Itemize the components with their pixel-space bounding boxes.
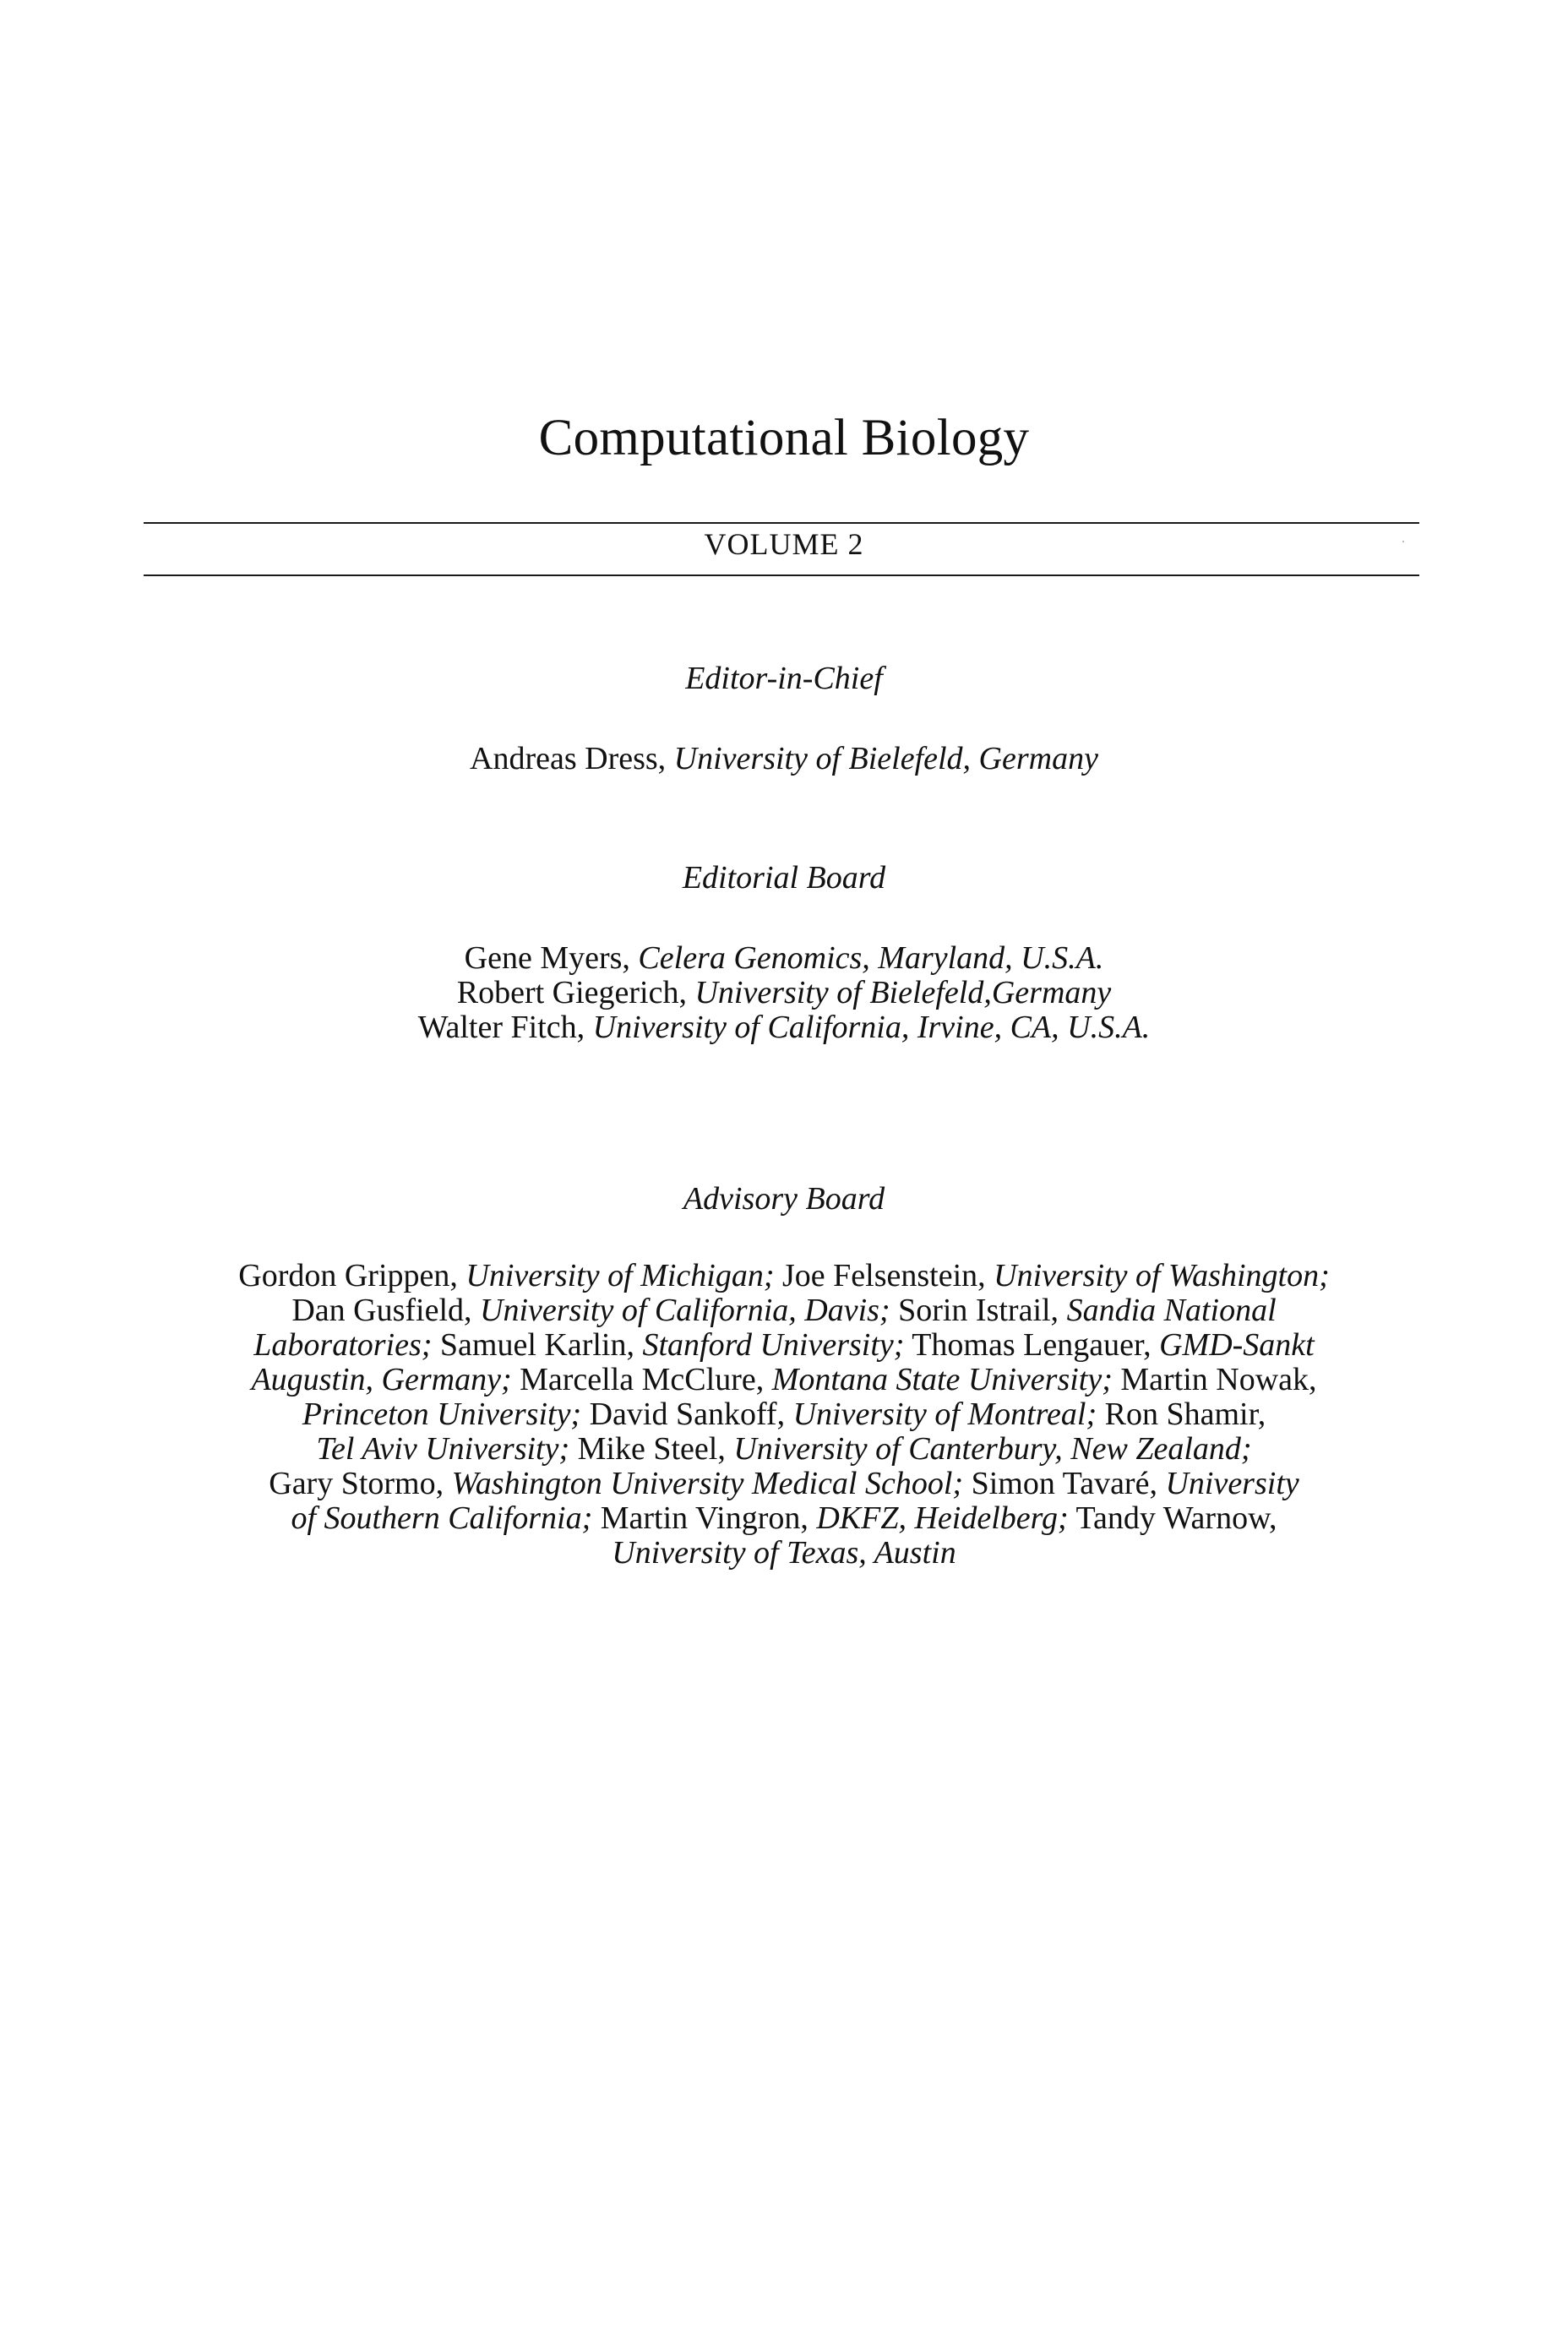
person-affiliation: University of Washington; xyxy=(994,1258,1330,1293)
advisory-board-line xyxy=(0,1501,1568,1536)
bottom-rule xyxy=(144,574,1419,576)
person-affiliation: Princeton University; xyxy=(302,1397,582,1432)
person-name: Gene Myers, xyxy=(464,940,630,976)
person-affiliation: University of Canterbury, New Zealand; xyxy=(733,1431,1252,1467)
person-name: Thomas Lengauer, xyxy=(904,1327,1160,1363)
person-name: Dan Gusfield, xyxy=(291,1293,481,1328)
advisory-board-line xyxy=(0,1397,1568,1432)
person-affiliation: University xyxy=(1165,1466,1299,1501)
person-affiliation: University of Michigan; xyxy=(466,1258,775,1293)
person-name: Simon Tavaré, xyxy=(963,1466,1166,1501)
person-name: David Sankoff, xyxy=(581,1397,793,1432)
person-name: Martin Vingron, xyxy=(592,1500,817,1536)
person-affiliation: Celera Genomics, Maryland, U.S.A. xyxy=(638,940,1104,976)
person-name: Gordon Grippen, xyxy=(238,1258,466,1293)
advisory-board-list xyxy=(0,1259,1568,1571)
person-affiliation: University of Bielefeld, Germany xyxy=(673,741,1098,776)
top-rule xyxy=(144,522,1419,524)
editorial-board-list xyxy=(0,941,1568,1045)
person-name: Mike Steel, xyxy=(569,1431,734,1467)
series-title: Computational Biology xyxy=(538,410,1030,466)
person-name: Martin Nowak, xyxy=(1112,1362,1317,1397)
advisory-board-line xyxy=(0,1536,1568,1571)
editorial-board-entry xyxy=(0,941,1568,976)
person-affiliation: GMD-Sankt xyxy=(1159,1327,1315,1363)
advisory-board-line xyxy=(0,1328,1568,1363)
person-affiliation: Augustin, Germany; xyxy=(251,1362,512,1397)
advisory-board-line xyxy=(0,1467,1568,1501)
scan-speck xyxy=(1402,541,1404,542)
editor-in-chief-heading: Editor-in-Chief xyxy=(685,661,883,696)
person-name: Ron Shamir, xyxy=(1097,1397,1266,1432)
advisory-board-heading: Advisory Board xyxy=(683,1181,885,1217)
person-name: Robert Giegerich, xyxy=(456,975,687,1010)
editorial-board-heading: Editorial Board xyxy=(682,860,886,896)
person-affiliation: Montana State University; xyxy=(771,1362,1113,1397)
person-name: Tandy Warnow, xyxy=(1068,1500,1277,1536)
person-affiliation: Stanford University; xyxy=(642,1327,905,1363)
person-affiliation: University of Texas, Austin xyxy=(612,1535,956,1571)
person-name: Andreas Dress, xyxy=(470,741,667,776)
person-name: Marcella McClure, xyxy=(511,1362,772,1397)
person-affiliation: Washington University Medical School; xyxy=(451,1466,964,1501)
person-affiliation: DKFZ, Heidelberg; xyxy=(816,1500,1069,1536)
editor-in-chief-entry xyxy=(0,742,1568,776)
advisory-board-line xyxy=(0,1363,1568,1397)
person-name: Walter Fitch, xyxy=(417,1010,585,1045)
person-name: Samuel Karlin, xyxy=(432,1327,643,1363)
person-affiliation: Sandia National xyxy=(1066,1293,1277,1328)
person-affiliation: Laboratories; xyxy=(253,1327,433,1363)
person-affiliation: Tel Aviv University; xyxy=(316,1431,570,1467)
person-affiliation: University of California, Davis; xyxy=(480,1293,890,1328)
editorial-board-entry xyxy=(0,976,1568,1010)
volume-label: VOLUME 2 xyxy=(704,527,864,561)
person-name: Gary Stormo, xyxy=(269,1466,452,1501)
person-affiliation: University of Bielefeld,Germany xyxy=(694,975,1112,1010)
person-name: Sorin Istrail, xyxy=(890,1293,1067,1328)
advisory-board-line xyxy=(0,1432,1568,1467)
person-name: Joe Felsenstein, xyxy=(774,1258,994,1293)
editor-in-chief-list xyxy=(0,742,1568,776)
advisory-board-line xyxy=(0,1293,1568,1328)
person-affiliation: of Southern California; xyxy=(291,1500,593,1536)
person-affiliation: University of California, Irvine, CA, U.S.A. xyxy=(592,1010,1151,1045)
person-affiliation: University of Montreal; xyxy=(792,1397,1097,1432)
editorial-board-entry xyxy=(0,1010,1568,1045)
advisory-board-line xyxy=(0,1259,1568,1293)
